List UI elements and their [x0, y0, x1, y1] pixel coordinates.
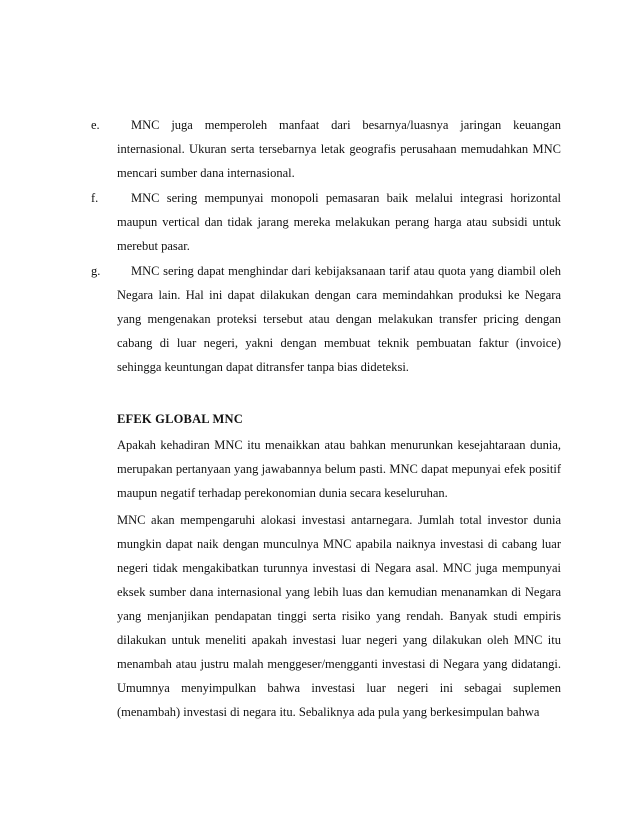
list-item-f: [91, 186, 561, 258]
list-item-text: MNC sering mempunyai monopoli pemasaran baik melalui integrasi horizontal maupun vertical dan tidak jarang mereka melakukan perang harga atau subsidi untuk merebut pasar.: [117, 191, 561, 253]
paragraph-2: MNC akan mempengaruhi alokasi investasi antarnegara. Jumlah total investor dunia mungkin dapat naik dengan munculnya MNC apabila naiknya investasi di cabang luar negeri tidak mengakibatkan turunnya investasi di Negara asal. MNC juga mempunyai eksek sumber dana internasional yang lebih luas dan kemudian menanamkan di Negara yang menjanjikan pendapatan tinggi serta risiko yang rendah. Banyak studi empiris dilakukan untuk meneliti apakah investasi luar negeri yang dilakukan oleh MNC itu menambah atau justru malah menggeser/mengganti investasi di Negara yang didatangi. Umumnya menyimpulkan bahwa investasi luar negeri ini sebagai suplemen (menambah) investasi di negara itu. Sebaliknya ada pula yang berkesimpulan bahwa: [117, 513, 561, 719]
list-item-text: MNC sering dapat menghindar dari kebijaksanaan tarif atau quota yang diambil oleh Negara lain. Hal ini dapat dilakukan dengan cara memindahkan produksi ke Negara yang mengenakan proteksi tersebut atau dengan melakukan transfer pricing dengan cabang di luar negeri, yakni dengan membuat teknik pembuatan faktur (invoice) sehingga keuntungan dapat ditransfer tanpa bias dideteksi.: [117, 264, 561, 374]
list-marker: e.: [91, 118, 100, 132]
list-item-g: [91, 259, 561, 379]
list-marker: g.: [91, 264, 101, 278]
list-marker: f.: [91, 191, 99, 205]
list-item-e: [91, 113, 561, 185]
paragraph-1: Apakah kehadiran MNC itu menaikkan atau bahkan menurunkan kesejahtaraan dunia, merupakan pertanyaan yang jawabannya belum pasti. MNC dapat mepunyai efek positif maupun negatif terhadap perekonomian dunia secara keseluruhan.: [117, 438, 561, 500]
section-heading: EFEK GLOBAL MNC: [117, 412, 243, 426]
list-item-text: MNC juga memperoleh manfaat dari besarnya/luasnya jaringan keuangan internasional. Ukuran serta tersebarnya letak geografis perusahaan memudahkan MNC mencari sumber dana internasional.: [117, 118, 561, 180]
